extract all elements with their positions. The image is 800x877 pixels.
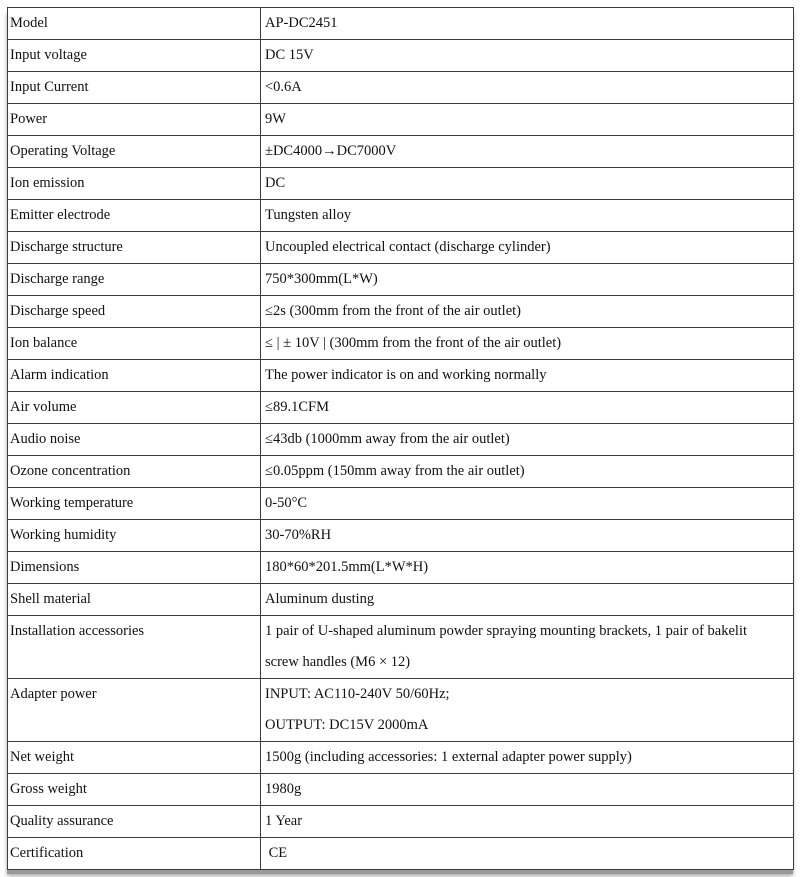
spec-label: Ozone concentration [8,456,261,488]
spec-label: Working humidity [8,520,261,552]
spec-label: Working temperature [8,488,261,520]
spec-value: Uncoupled electrical contact (discharge cylinder) [261,232,794,264]
spec-value: DC 15V [261,40,794,72]
spec-row-alarm-indication [8,360,794,392]
spec-row-ion-emission [8,168,794,200]
spec-row-quality-assurance [8,806,794,838]
spec-value-line: OUTPUT: DC15V 2000mA [265,717,429,733]
spec-label: Input voltage [8,40,261,72]
spec-label: Discharge range [8,264,261,296]
spec-row-shell-material [8,584,794,616]
spec-value: 1 Year [261,806,794,838]
spec-label: Ion balance [8,328,261,360]
spec-value: ≤43db (1000mm away from the air outlet) [261,424,794,456]
spec-value: CE [261,838,794,870]
spec-value-line: 1 pair of U-shaped aluminum powder spraying mounting brackets, 1 pair of bakelit [265,623,748,639]
spec-label: Emitter electrode [8,200,261,232]
spec-label: Air volume [8,392,261,424]
spec-value: ±DC4000→DC7000V [261,136,794,168]
spec-row-working-temperature [8,488,794,520]
spec-row-gross-weight [8,774,794,806]
spec-row-input-voltage [8,40,794,72]
spec-value: <0.6A [261,72,794,104]
spec-row-certification [8,838,794,870]
spec-label: Discharge structure [8,232,261,264]
spec-value: 1500g (including accessories: 1 external adapter power supply) [261,742,794,774]
spec-value [261,679,794,742]
spec-value: Aluminum dusting [261,584,794,616]
spec-row-discharge-speed [8,296,794,328]
spec-label: Power [8,104,261,136]
spec-value: 1980g [261,774,794,806]
spec-label: Discharge speed [8,296,261,328]
spec-row-input-current [8,72,794,104]
spec-row-net-weight [8,742,794,774]
spec-label: Installation accessories [8,616,261,679]
spec-label: Shell material [8,584,261,616]
spec-value: 180*60*201.5mm(L*W*H) [261,552,794,584]
spec-row-ion-balance [8,328,794,360]
spec-table-container [7,7,793,870]
spec-table [7,7,794,870]
spec-row-power [8,104,794,136]
spec-label: Ion emission [8,168,261,200]
spec-label: Quality assurance [8,806,261,838]
spec-label: Operating Voltage [8,136,261,168]
spec-value: ≤2s (300mm from the front of the air outlet) [261,296,794,328]
spec-row-ozone-concentration [8,456,794,488]
spec-label: Certification [8,838,261,870]
spec-label: Input Current [8,72,261,104]
spec-value: 0-50°C [261,488,794,520]
spec-row-air-volume [8,392,794,424]
spec-value: AP-DC2451 [261,8,794,40]
spec-label: Net weight [8,742,261,774]
spec-row-dimensions [8,552,794,584]
spec-value: DC [261,168,794,200]
spec-value: 30-70%RH [261,520,794,552]
spec-label: Alarm indication [8,360,261,392]
spec-row-discharge-range [8,264,794,296]
spec-row-installation-accessories [8,616,794,679]
spec-row-emitter-electrode [8,200,794,232]
spec-value: 750*300mm(L*W) [261,264,794,296]
spec-label: Adapter power [8,679,261,742]
spec-value: Tungsten alloy [261,200,794,232]
spec-value: 9W [261,104,794,136]
spec-value: ≤0.05ppm (150mm away from the air outlet) [261,456,794,488]
spec-label: Audio noise [8,424,261,456]
spec-row-discharge-structure [8,232,794,264]
spec-row-adapter-power [8,679,794,742]
spec-value: ≤ | ± 10V | (300mm from the front of the air outlet) [261,328,794,360]
spec-row-operating-voltage [8,136,794,168]
spec-label: Gross weight [8,774,261,806]
spec-value-line: screw handles (M6 × 12) [265,654,411,670]
spec-value-line: INPUT: AC110-240V 50/60Hz; [265,686,450,702]
spec-label: Dimensions [8,552,261,584]
spec-value: ≤89.1CFM [261,392,794,424]
spec-value [261,616,794,679]
spec-label: Model [8,8,261,40]
spec-row-working-humidity [8,520,794,552]
spec-row-audio-noise [8,424,794,456]
spec-row-model [8,8,794,40]
spec-value: The power indicator is on and working normally [261,360,794,392]
